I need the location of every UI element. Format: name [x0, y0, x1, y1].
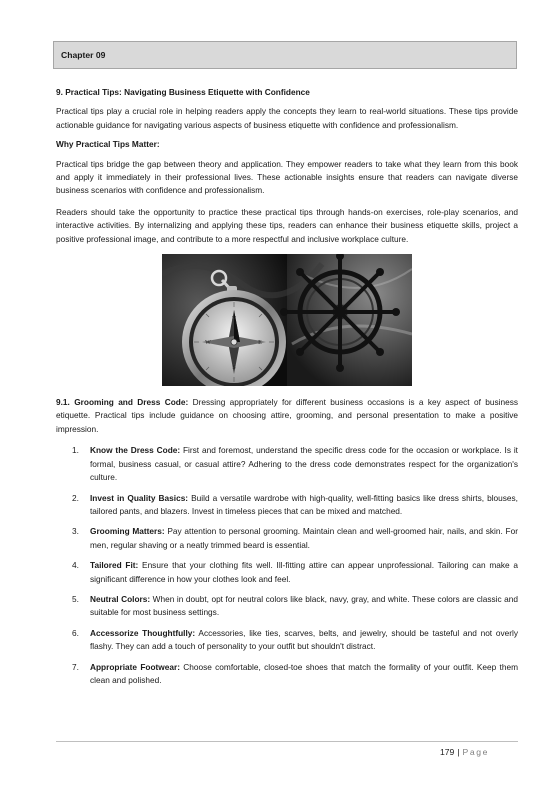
subsection-paragraph	[56, 396, 518, 436]
list-item-text: Ensure that your clothing fits well. Ill-fitting attire can appear unprofessional. Tailoring can make a significant difference in how your clothes look and feel.	[90, 560, 518, 584]
why-heading: Why Practical Tips Matter:	[56, 139, 160, 150]
list-item-number: 5.	[72, 593, 79, 604]
list-item-title: Accessorize Thoughtfully:	[90, 627, 196, 638]
page-number-value: 179	[439, 747, 455, 757]
list-item-number: 7.	[72, 661, 79, 672]
list-item	[56, 525, 518, 552]
list-item	[56, 661, 518, 688]
why-paragraph-1: Practical tips bridge the gap between theory and application. They empower readers to take what they learn from this book and apply it immediately in their professional lives. These actionable insights ensure that readers can navigate diverse business scenarios with confidence and professionalism.	[56, 158, 518, 196]
compass-and-wheel-image	[162, 254, 412, 386]
list-item-text: Pay attention to personal grooming. Maintain clean and well-groomed hair, nails, and skin. For men, regular shaving or a neatly trimmed beard is essential.	[90, 526, 519, 550]
subsection-heading: 9.1. Grooming and Dress Code:	[56, 397, 189, 408]
list-item	[56, 559, 518, 586]
list-item-title: Invest in Quality Basics:	[90, 492, 189, 503]
compass-letter-e: E	[258, 340, 262, 347]
section-intro: Practical tips play a crucial role in helping readers apply the concepts they learn to real-world situations. These tips provide actionable guidance for navigating various aspects of business etiquette with confidence and professionalism.	[56, 106, 518, 130]
page-number	[440, 747, 489, 757]
list-item-text: Choose comfortable, closed-toe shoes that match the formality of your outfit. Keep them clean and polished.	[90, 661, 518, 685]
tips-list	[56, 444, 518, 687]
compass-letter-s: S	[232, 365, 236, 372]
list-item-number: 2.	[72, 492, 79, 503]
list-item-text: When in doubt, opt for neutral colors like black, navy, gray, and white. These colors are classic and suitable for most business settings.	[90, 593, 518, 618]
list-item-title: Grooming Matters:	[90, 526, 165, 537]
list-item-title: Know the Dress Code:	[90, 445, 181, 456]
list-item	[56, 444, 518, 484]
chapter-header	[53, 41, 517, 69]
list-item-text: First and foremost, understand the specific dress code for the occasion or workplace. Is it formal, business casual, or casual attire? Adhering to the dress code demonstrates respect for the organization's culture.	[90, 445, 518, 483]
list-item-title: Appropriate Footwear:	[90, 661, 180, 672]
chapter-title: Chapter 09	[61, 50, 106, 60]
page-number-separator: |	[457, 747, 460, 757]
list-item-number: 1.	[72, 445, 79, 456]
page-label: Page	[462, 747, 489, 757]
list-item-number: 3.	[72, 526, 79, 537]
list-item	[56, 492, 518, 519]
page-content	[56, 86, 518, 694]
list-item-text: Build a versatile wardrobe with high-quality, well-fitting basics like dress shirts, blouses, tailored pants, and blazers. Invest in timeless pieces that can be mixed and matched.	[90, 492, 518, 516]
section-title: 9. Practical Tips: Navigating Business Etiquette with Confidence	[56, 87, 310, 97]
footer-divider	[56, 741, 518, 742]
list-item	[56, 593, 518, 620]
list-item	[56, 627, 518, 654]
list-item-text: Accessories, like ties, scarves, belts, and jewelry, should be tasteful and not overly flashy. They can add a touch of personality to your outfit but shouldn't distract.	[90, 627, 518, 652]
list-item-title: Neutral Colors:	[90, 593, 151, 604]
compass-letter-w: W	[205, 340, 211, 347]
list-item-title: Tailored Fit:	[90, 560, 139, 571]
list-item-number: 4.	[72, 560, 79, 571]
ship-wheel-icon	[280, 254, 400, 372]
why-paragraph-2: Readers should take the opportunity to practice these practical tips through hands-on exercises, role-play scenarios, and interactive activities. By internalizing and applying these tips, readers can enhance their business etiquette skills, project a positive professional image, and contribute to a more respectful and inclusive workplace culture.	[56, 206, 518, 244]
list-item-number: 6.	[72, 627, 79, 638]
compass-letter-n: N	[231, 316, 237, 323]
subsection-intro: Dressing appropriately for different business occasions is a key aspect of business etiquette. Practical tips include guidance on choosing attire, grooming, and personal presentation to make a positive impression.	[56, 397, 518, 434]
